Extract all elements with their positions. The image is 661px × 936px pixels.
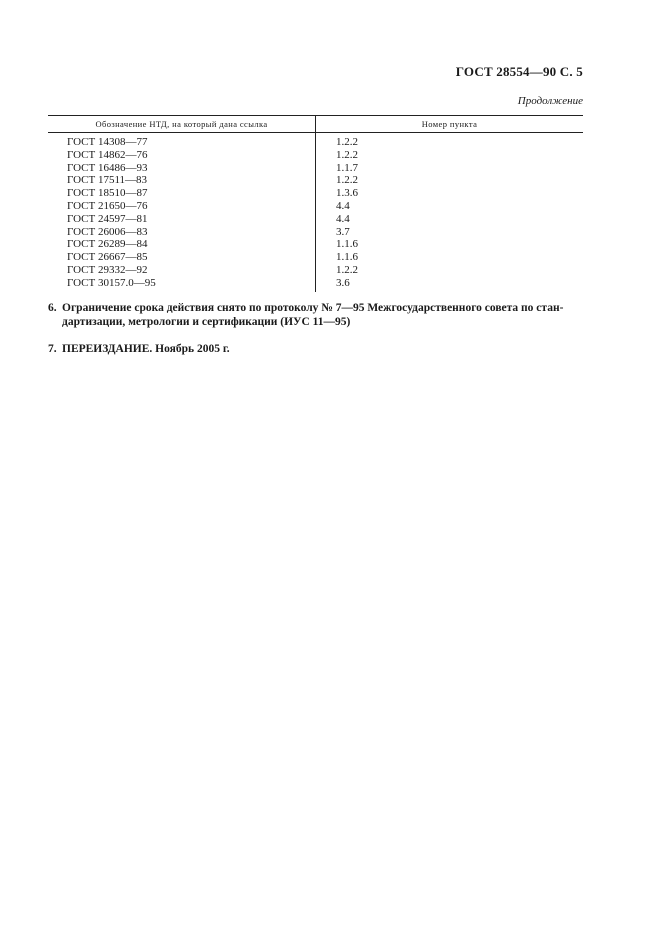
reference-cell: ГОСТ 16486—93: [48, 162, 316, 175]
table-row: [48, 133, 583, 149]
clause-cell: 1.1.6: [336, 251, 358, 264]
reference-cell: ГОСТ 26667—85: [48, 251, 316, 264]
document-id: ГОСТ 28554—90 С. 5: [455, 64, 583, 79]
clause-cell: 1.2.2: [336, 148, 358, 161]
reference-cell: ГОСТ 17511—83: [48, 174, 316, 187]
clause-cell: 4.4: [336, 212, 350, 225]
reference-cell: ГОСТ 21650—76: [48, 200, 316, 213]
reference-cell: ГОСТ 14862—76: [48, 149, 316, 162]
table-row: [48, 200, 583, 213]
clause-cell: 1.3.6: [336, 187, 358, 200]
table-row: [48, 174, 583, 187]
note-number: 7.: [48, 343, 57, 355]
note-text-line1: ПЕРЕИЗДАНИЕ. Ноябрь 2005 г.: [62, 343, 230, 355]
reference-cell: ГОСТ 24597—81: [48, 213, 316, 226]
clause-cell: 1.2.2: [336, 174, 358, 187]
clause-cell: 1.2.2: [336, 263, 358, 276]
table-row: [48, 277, 583, 292]
reference-cell: ГОСТ 18510—87: [48, 187, 316, 200]
table-row: [48, 251, 583, 264]
table-header-row: [48, 116, 583, 133]
reference-cell: ГОСТ 14308—77: [48, 133, 316, 149]
clause-cell: 3.6: [336, 276, 350, 289]
reference-cell: ГОСТ 29332—92: [48, 264, 316, 277]
table-row: [48, 162, 583, 175]
table-row: [48, 187, 583, 200]
note-text-line1: Ограничение срока действия снято по протоколу № 7—95 Межгосударственного совета по стан-: [62, 302, 564, 314]
note-number: 6.: [48, 302, 57, 314]
table-row: [48, 238, 583, 251]
continuation-label: Продолжение: [517, 95, 583, 107]
clause-cell: 3.7: [336, 225, 350, 238]
column-header-clause: Номер пункта: [316, 116, 584, 133]
references-table: [48, 115, 583, 292]
table-row: [48, 149, 583, 162]
note-7: [48, 342, 583, 356]
reference-cell: ГОСТ 26289—84: [48, 238, 316, 251]
clause-cell: 1.1.6: [336, 238, 358, 251]
note-6: [48, 301, 583, 329]
table-row: [48, 213, 583, 226]
table-row: [48, 264, 583, 277]
clause-cell: 1.2.2: [336, 136, 358, 148]
reference-cell: ГОСТ 26006—83: [48, 226, 316, 239]
table-row: [48, 226, 583, 239]
note-text-line2: дартизации, метрологии и сертификации (ИУС 11—95): [62, 316, 351, 328]
column-header-document: Обозначение НТД, на который дана ссылка: [48, 116, 316, 133]
clause-cell: 1.1.7: [336, 161, 358, 174]
clause-cell: 4.4: [336, 199, 350, 212]
reference-cell: ГОСТ 30157.0—95: [48, 277, 316, 292]
